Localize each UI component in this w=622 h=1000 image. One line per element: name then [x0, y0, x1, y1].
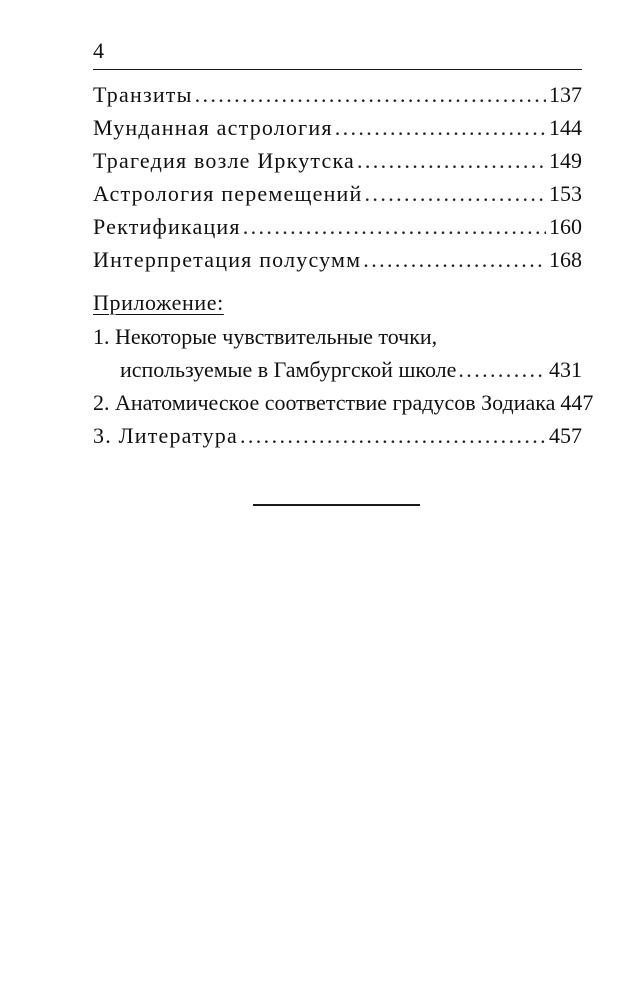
toc-entry [93, 249, 582, 281]
dot-leader [195, 84, 546, 106]
section-end-rule [253, 504, 420, 506]
dot-leader [365, 183, 546, 205]
header-rule [93, 69, 582, 70]
toc-entry-page: 144 [549, 115, 582, 140]
dot-leader [240, 425, 546, 447]
toc-entry [93, 183, 582, 215]
toc-entry-title: Интерпретация полусумм [93, 247, 362, 272]
toc-entry-title: Трагедия возле Иркутска [93, 148, 355, 173]
toc-entry-page: 160 [549, 214, 582, 239]
dot-leader [363, 249, 546, 271]
appendix-item-title: 3. Литература [93, 423, 238, 448]
toc-entry-page: 137 [549, 82, 582, 107]
appendix-item-page: 431 [549, 357, 582, 382]
toc-entry-page: 149 [549, 148, 582, 173]
appendix-item [93, 390, 594, 424]
toc-entry-page: 153 [549, 181, 582, 206]
appendix-heading: Приложение: [93, 290, 224, 315]
dot-leader [458, 359, 546, 381]
page-number: 4 [93, 38, 104, 63]
appendix-item-title: 2. Анатомическое соответствие градусов Зодиака [93, 390, 556, 415]
toc-entry-title: Ректификация [93, 214, 241, 239]
appendix-item-page: 447 [560, 390, 594, 415]
toc-entry [93, 84, 582, 116]
toc-entry-title: Транзиты [93, 82, 193, 107]
appendix-item-page: 457 [549, 423, 582, 448]
appendix-item [120, 359, 582, 391]
toc-entry-page: 168 [549, 247, 582, 272]
dot-leader [357, 150, 546, 172]
toc-entry [93, 216, 582, 248]
dot-leader [335, 117, 546, 139]
dot-leader [243, 216, 546, 238]
toc-entry [93, 117, 582, 149]
appendix-item-title: используемые в Гамбургской школе [120, 357, 457, 382]
toc-entry-title: Мунданная астрология [93, 115, 333, 140]
toc-entry [93, 150, 582, 182]
toc-entry-title: Астрология перемещений [93, 181, 363, 206]
appendix-item [93, 425, 582, 457]
appendix-item-line: 1. Некоторые чувствительные точки, [93, 324, 438, 349]
